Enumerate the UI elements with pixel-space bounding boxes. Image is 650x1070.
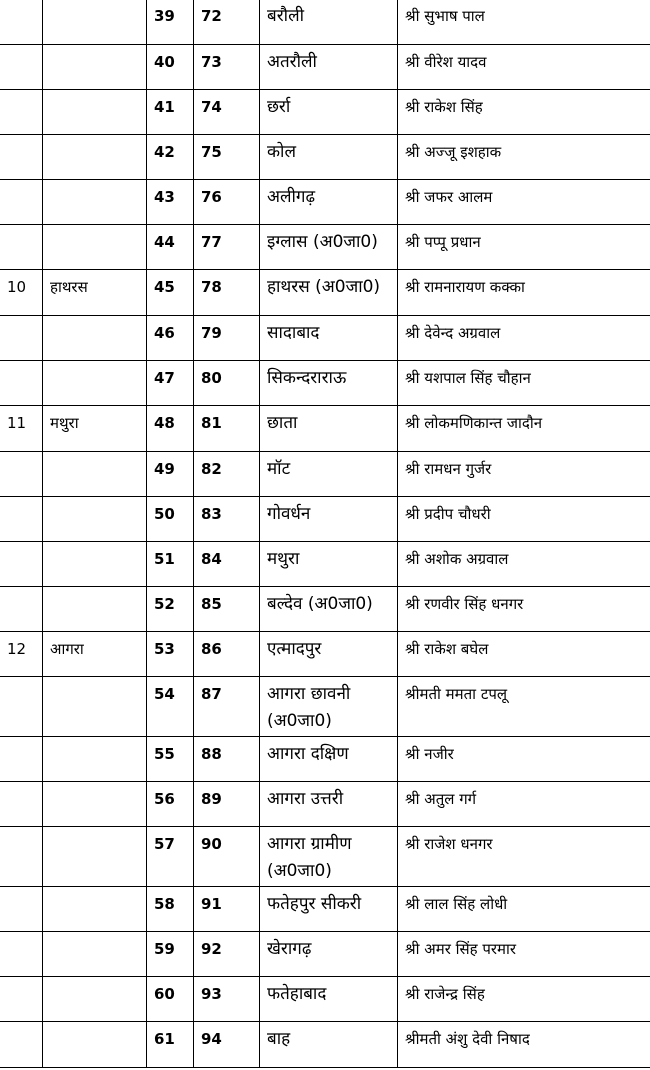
candidate-name-cell: श्री देवेन्द अग्रवाल — [398, 316, 650, 361]
candidate-name-cell: श्री लोकमणिकान्त जादौन — [398, 406, 650, 452]
serial-number-cell — [0, 180, 43, 225]
district-cell — [43, 0, 147, 45]
candidate-name-cell: श्री राकेश सिंह — [398, 90, 650, 135]
constituency-number-cell: 78 — [194, 270, 260, 316]
constituency-name-cell: आगरा छावनी (अ0जा0) — [260, 677, 398, 737]
candidate-name-cell: श्री रणवीर सिंह धनगर — [398, 587, 650, 632]
candidate-name-cell: श्री यशपाल सिंह चौहान — [398, 361, 650, 406]
serial-number-cell — [0, 45, 43, 90]
sequence-number-cell: 42 — [147, 135, 194, 180]
table-row — [0, 0, 650, 45]
sequence-number-cell: 52 — [147, 587, 194, 632]
constituency-number-cell: 85 — [194, 587, 260, 632]
candidate-name-cell: श्री पप्पू प्रधान — [398, 225, 650, 270]
table-row — [0, 737, 650, 782]
serial-number-cell — [0, 737, 43, 782]
serial-number-cell — [0, 827, 43, 887]
constituency-name-cell: हाथरस (अ0जा0) — [260, 270, 398, 316]
constituency-name-cell: इग्लास (अ0जा0) — [260, 225, 398, 270]
constituency-name-cell: फतेहपुर सीकरी — [260, 887, 398, 932]
sequence-number-cell: 58 — [147, 887, 194, 932]
constituency-number-cell: 72 — [194, 0, 260, 45]
sequence-number-cell: 48 — [147, 406, 194, 452]
constituency-name-cell: अलीगढ़ — [260, 180, 398, 225]
candidate-name-cell: श्री अमर सिंह परमार — [398, 932, 650, 977]
table-row — [0, 406, 650, 452]
district-cell — [43, 737, 147, 782]
district-cell: आगरा — [43, 632, 147, 677]
table-row — [0, 632, 650, 677]
serial-number-cell — [0, 316, 43, 361]
serial-number-cell — [0, 977, 43, 1022]
serial-number-cell — [0, 135, 43, 180]
sequence-number-cell: 57 — [147, 827, 194, 887]
serial-number-cell — [0, 225, 43, 270]
constituency-number-cell: 92 — [194, 932, 260, 977]
serial-number-cell — [0, 0, 43, 45]
table-row — [0, 587, 650, 632]
constituency-name-cell: छाता — [260, 406, 398, 452]
table-row — [0, 452, 650, 497]
candidate-name-cell: श्री रामधन गुर्जर — [398, 452, 650, 497]
sequence-number-cell: 40 — [147, 45, 194, 90]
constituency-number-cell: 76 — [194, 180, 260, 225]
serial-number-cell: 12 — [0, 632, 43, 677]
table-row — [0, 827, 650, 887]
table-row — [0, 497, 650, 542]
table-row — [0, 270, 650, 316]
district-cell: मथुरा — [43, 406, 147, 452]
candidate-name-cell: श्री वीरेश यादव — [398, 45, 650, 90]
constituency-number-cell: 79 — [194, 316, 260, 361]
serial-number-cell — [0, 452, 43, 497]
table-row — [0, 887, 650, 932]
constituency-name-cell: बल्देव (अ0जा0) — [260, 587, 398, 632]
constituency-number-cell: 81 — [194, 406, 260, 452]
table-row — [0, 135, 650, 180]
sequence-number-cell: 41 — [147, 90, 194, 135]
sequence-number-cell: 50 — [147, 497, 194, 542]
constituency-number-cell: 93 — [194, 977, 260, 1022]
constituency-number-cell: 87 — [194, 677, 260, 737]
district-cell — [43, 977, 147, 1022]
sequence-number-cell: 46 — [147, 316, 194, 361]
serial-number-cell — [0, 587, 43, 632]
district-cell — [43, 887, 147, 932]
constituency-number-cell: 83 — [194, 497, 260, 542]
district-cell — [43, 90, 147, 135]
sequence-number-cell: 55 — [147, 737, 194, 782]
serial-number-cell — [0, 361, 43, 406]
district-cell — [43, 932, 147, 977]
district-cell: हाथरस — [43, 270, 147, 316]
district-cell — [43, 225, 147, 270]
sequence-number-cell: 51 — [147, 542, 194, 587]
constituency-number-cell: 88 — [194, 737, 260, 782]
district-cell — [43, 542, 147, 587]
district-cell — [43, 361, 147, 406]
constituency-name-cell: खेरागढ़ — [260, 932, 398, 977]
constituency-name-cell: आगरा दक्षिण — [260, 737, 398, 782]
constituency-number-cell: 82 — [194, 452, 260, 497]
serial-number-cell — [0, 1022, 43, 1068]
sequence-number-cell: 59 — [147, 932, 194, 977]
sequence-number-cell: 60 — [147, 977, 194, 1022]
table-row — [0, 782, 650, 827]
constituency-name-cell: मॉट — [260, 452, 398, 497]
constituency-name-cell: आगरा ग्रामीण (अ0जा0) — [260, 827, 398, 887]
constituency-name-cell: एत्मादपुर — [260, 632, 398, 677]
constituency-number-cell: 84 — [194, 542, 260, 587]
constituency-number-cell: 77 — [194, 225, 260, 270]
constituency-number-cell: 74 — [194, 90, 260, 135]
district-cell — [43, 1022, 147, 1068]
serial-number-cell — [0, 497, 43, 542]
district-cell — [43, 135, 147, 180]
table-row — [0, 977, 650, 1022]
district-cell — [43, 316, 147, 361]
table-row — [0, 932, 650, 977]
candidate-name-cell: श्री सुभाष पाल — [398, 0, 650, 45]
constituency-number-cell: 91 — [194, 887, 260, 932]
table-row — [0, 542, 650, 587]
constituency-name-cell: बाह — [260, 1022, 398, 1068]
table-row — [0, 225, 650, 270]
sequence-number-cell: 49 — [147, 452, 194, 497]
serial-number-cell — [0, 90, 43, 135]
table-row — [0, 1022, 650, 1068]
district-cell — [43, 497, 147, 542]
district-cell — [43, 452, 147, 497]
sequence-number-cell: 47 — [147, 361, 194, 406]
candidate-name-cell: श्री रामनारायण कक्का — [398, 270, 650, 316]
sequence-number-cell: 43 — [147, 180, 194, 225]
constituency-name-cell: छर्रा — [260, 90, 398, 135]
candidate-name-cell: श्री राजेश धनगर — [398, 827, 650, 887]
candidate-name-cell: श्री राजेन्द्र सिंह — [398, 977, 650, 1022]
constituency-number-cell: 89 — [194, 782, 260, 827]
district-cell — [43, 827, 147, 887]
candidate-name-cell: श्री अज्जू इशहाक — [398, 135, 650, 180]
candidate-name-cell: श्री जफर आलम — [398, 180, 650, 225]
serial-number-cell — [0, 677, 43, 737]
district-cell — [43, 782, 147, 827]
district-cell — [43, 180, 147, 225]
table-row — [0, 316, 650, 361]
constituency-name-cell: सादाबाद — [260, 316, 398, 361]
sequence-number-cell: 39 — [147, 0, 194, 45]
district-cell — [43, 677, 147, 737]
constituency-number-cell: 94 — [194, 1022, 260, 1068]
sequence-number-cell: 56 — [147, 782, 194, 827]
serial-number-cell: 11 — [0, 406, 43, 452]
candidate-name-cell: श्रीमती अंशु देवी निषाद — [398, 1022, 650, 1068]
candidate-name-cell: श्रीमती ममता टपलू — [398, 677, 650, 737]
table-row — [0, 90, 650, 135]
candidate-name-cell: श्री अशोक अग्रवाल — [398, 542, 650, 587]
constituency-number-cell: 80 — [194, 361, 260, 406]
candidate-name-cell: श्री लाल सिंह लोधी — [398, 887, 650, 932]
sequence-number-cell: 61 — [147, 1022, 194, 1068]
constituency-number-cell: 86 — [194, 632, 260, 677]
table-row — [0, 361, 650, 406]
constituency-number-cell: 75 — [194, 135, 260, 180]
constituency-name-cell: कोल — [260, 135, 398, 180]
constituency-name-cell: आगरा उत्तरी — [260, 782, 398, 827]
serial-number-cell — [0, 887, 43, 932]
sequence-number-cell: 45 — [147, 270, 194, 316]
sequence-number-cell: 53 — [147, 632, 194, 677]
serial-number-cell — [0, 782, 43, 827]
sequence-number-cell: 44 — [147, 225, 194, 270]
table-row — [0, 677, 650, 737]
candidate-name-cell: श्री नजीर — [398, 737, 650, 782]
constituency-name-cell: बरौली — [260, 0, 398, 45]
district-cell — [43, 587, 147, 632]
candidate-name-cell: श्री राकेश बघेल — [398, 632, 650, 677]
serial-number-cell — [0, 932, 43, 977]
table-row — [0, 180, 650, 225]
constituency-name-cell: अतरौली — [260, 45, 398, 90]
constituency-name-cell: सिकन्दराराऊ — [260, 361, 398, 406]
table-row — [0, 45, 650, 90]
constituency-name-cell: गोवर्धन — [260, 497, 398, 542]
constituency-name-cell: मथुरा — [260, 542, 398, 587]
constituency-number-cell: 73 — [194, 45, 260, 90]
constituency-name-cell: फतेहाबाद — [260, 977, 398, 1022]
constituency-number-cell: 90 — [194, 827, 260, 887]
serial-number-cell — [0, 542, 43, 587]
candidate-name-cell: श्री प्रदीप चौधरी — [398, 497, 650, 542]
candidate-name-cell: श्री अतुल गर्ग — [398, 782, 650, 827]
serial-number-cell: 10 — [0, 270, 43, 316]
district-cell — [43, 45, 147, 90]
sequence-number-cell: 54 — [147, 677, 194, 737]
